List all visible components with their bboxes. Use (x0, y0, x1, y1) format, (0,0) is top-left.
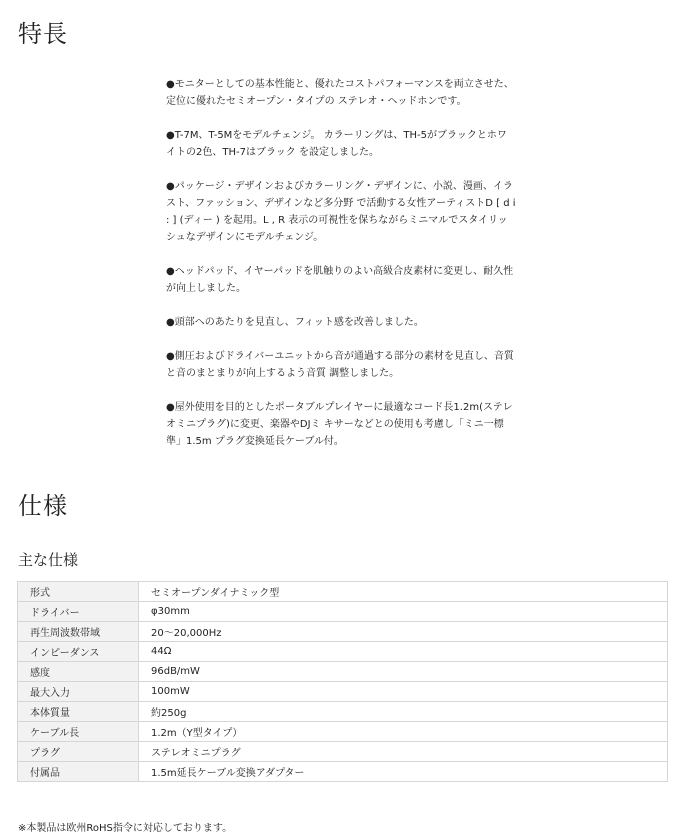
table-row (18, 602, 668, 622)
feature-item: ●屋外使用を目的としたポータブルプレイヤーに最適なコード長1.2m(ステレ オミニプラグ)に変更、楽器やDJミ キサーなどとの使用も考慮し「ミニ一標 準」1.5m プラグ変換延長ケーブル付。 (166, 402, 513, 447)
feature-item: ●T-7M、T-5Mをモデルチェンジ。 カラーリングは、TH-5がブラックとホワ イトの2色、TH-7はブラック を設定しました。 (166, 130, 507, 158)
spec-value: セミオープンダイナミック型 (139, 582, 668, 602)
table-row (18, 582, 668, 602)
feature-item: ●パッケージ・デザインおよびカラーリング・デザインに、小説、漫画、イラ スト、ファッション、デザインなど多分野 で活動する女性アーティストD [ d i : ] (ディー ) を起用。L , R 表示の可視性を保ちながらミニマルでスタイリッ シュなデザインにモデルチェンジ。 (166, 181, 516, 243)
spec-value: 20～20,000Hz (139, 622, 668, 642)
spec-heading: 仕様 (18, 492, 68, 520)
spec-key: 再生周波数帯域 (18, 622, 139, 642)
table-row (18, 742, 668, 762)
spec-value: 1.5m延長ケーブル変換アダプター (139, 762, 668, 782)
table-row (18, 762, 668, 782)
spec-key: プラグ (18, 742, 139, 762)
spec-key: 最大入力 (18, 682, 139, 702)
feature-item: ●モニターとしての基本性能と、優れたコストパフォーマンスを両立させた、 定位に優れたセミオープン・タイプの ステレオ・ヘッドホンです。 (166, 79, 514, 107)
table-row (18, 622, 668, 642)
table-row (18, 722, 668, 742)
spec-key: ドライバー (18, 602, 139, 622)
spec-key: 感度 (18, 662, 139, 682)
feature-item: ●頭部へのあたりを見直し、フィット感を改善しました。 (166, 317, 424, 328)
feature-item: ●ヘッドパッド、イヤーパッドを肌触りのよい高級合皮素材に変更し、耐久性 が向上しました。 (166, 266, 514, 294)
spec-key: インピーダンス (18, 642, 139, 662)
features-heading: 特長 (18, 20, 68, 48)
table-row (18, 642, 668, 662)
spec-value: 100mW (139, 682, 668, 702)
spec-value: 44Ω (139, 642, 668, 662)
spec-table (17, 581, 668, 782)
feature-item: ●側圧およびドライバーユニットから音が通過する部分の素材を見直し、音質 と音のまとまりが向上するよう音質 調整しました。 (166, 351, 514, 379)
rohs-note: ※本製品は欧州RoHS指令に対応しております。 (18, 823, 233, 834)
spec-value: 96dB/mW (139, 662, 668, 682)
spec-key: 付属品 (18, 762, 139, 782)
table-row (18, 662, 668, 682)
spec-key: 本体質量 (18, 702, 139, 722)
spec-key: ケーブル長 (18, 722, 139, 742)
spec-value: 約250g (139, 702, 668, 722)
table-row (18, 702, 668, 722)
spec-value: ステレオミニプラグ (139, 742, 668, 762)
spec-value: 1.2m（Y型タイプ） (139, 722, 668, 742)
table-row (18, 682, 668, 702)
spec-subheading: 主な仕様 (18, 551, 79, 569)
features-list (166, 76, 526, 467)
spec-value: φ30mm (139, 602, 668, 622)
spec-key: 形式 (18, 582, 139, 602)
